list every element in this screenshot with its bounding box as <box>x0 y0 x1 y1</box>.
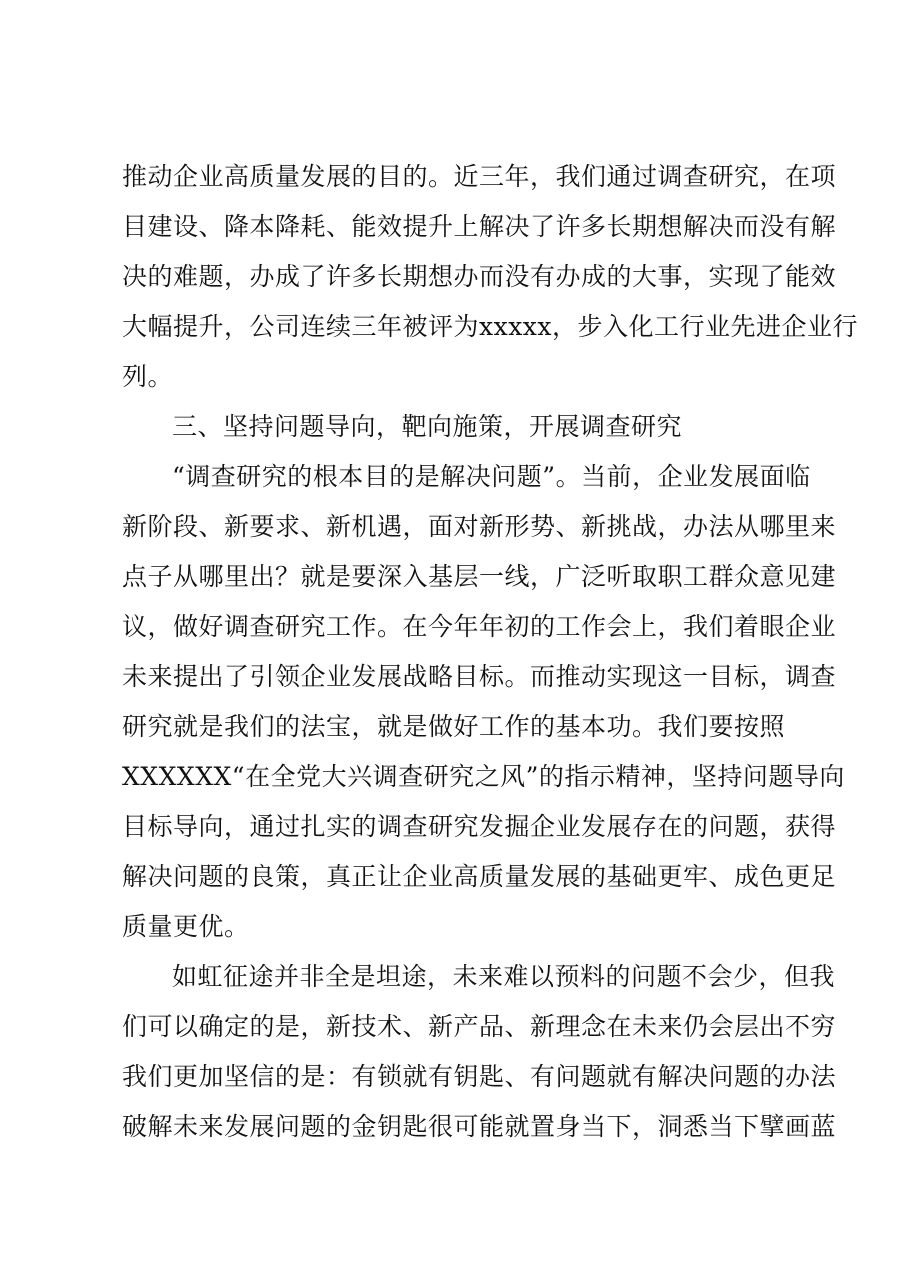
text-line: 研究就是我们的法宝，就是做好工作的基本功。我们要按照 <box>122 712 786 741</box>
text-line: 们可以确定的是，新技术、新产品、新理念在未来仍会层出不穷 <box>122 1012 837 1041</box>
text-line: 决的难题，办成了许多长期想办而没有办成的大事，实现了能效 <box>122 262 837 291</box>
text-line: 质量更优。 <box>122 912 250 941</box>
text-line: 如虹征途并非全是坦途，未来难以预料的问题不会少，但我 <box>172 962 836 991</box>
text-line: 目标导向，通过扎实的调查研究发掘企业发展存在的问题，获得 <box>122 812 837 841</box>
text-line: 推动企业高质量发展的目的。近三年，我们通过调查研究，在项 <box>122 162 837 191</box>
text-line: “调查研究的根本目的是解决问题”。当前，企业发展面临 <box>172 462 811 491</box>
text-line: 列。 <box>122 362 174 391</box>
section-heading: 三、坚持问题导向，靶向施策，开展调查研究 <box>172 412 683 441</box>
text-line: 破解未来发展问题的金钥匙很可能就置身当下，洞悉当下擘画蓝 <box>122 1112 837 1141</box>
text-line: 未来提出了引领企业发展战略目标。而推动实现这一目标，调查 <box>122 662 837 691</box>
text-line: XXXXXX“在全党大兴调查研究之风”的指示精神，坚持问题导向 <box>122 762 845 791</box>
text-line: 我们更加坚信的是：有锁就有钥匙、有问题就有解决问题的办法 <box>122 1062 837 1091</box>
text-line: 目建设、降本降耗、能效提升上解决了许多长期想解决而没有解 <box>122 212 837 241</box>
text-line: 议，做好调查研究工作。在今年年初的工作会上，我们着眼企业 <box>122 612 837 641</box>
text-line: 解决问题的良策，真正让企业高质量发展的基础更牢、成色更足 <box>122 862 837 891</box>
text-line: 大幅提升，公司连续三年被评为xxxxx，步入化工行业先进企业行 <box>122 312 858 341</box>
text-line: 点子从哪里出？就是要深入基层一线，广泛听取职工群众意见建 <box>122 562 837 591</box>
text-line: 新阶段、新要求、新机遇，面对新形势、新挑战，办法从哪里来 <box>122 512 837 541</box>
